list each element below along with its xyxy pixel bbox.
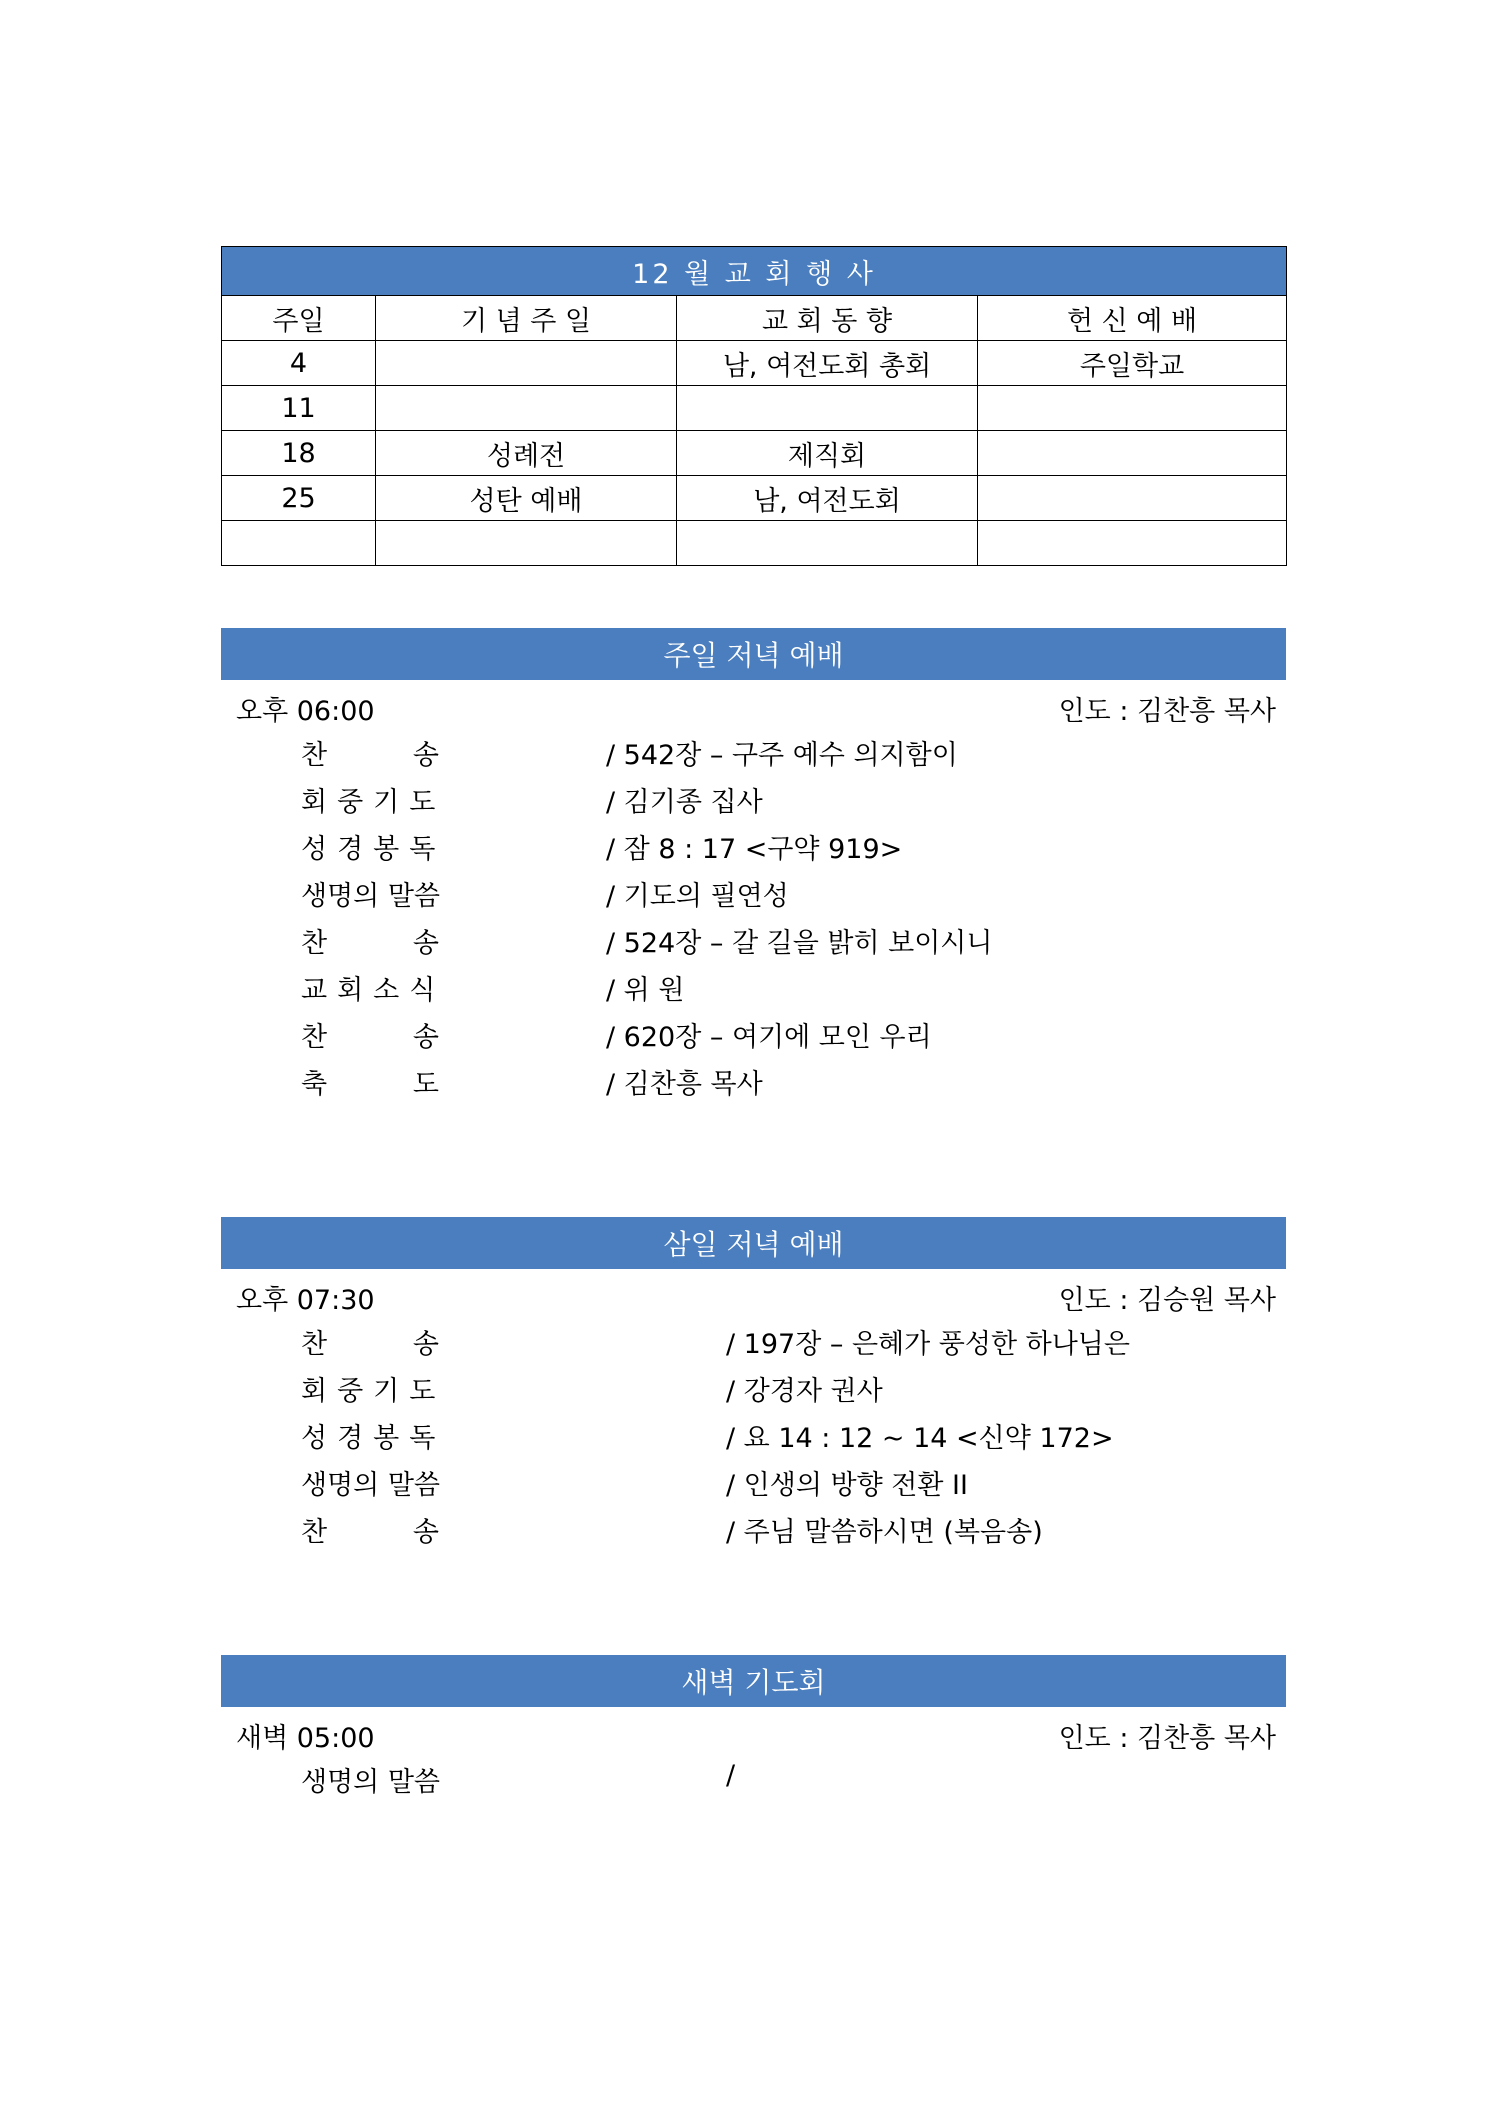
- table-row: [222, 476, 1287, 521]
- table-row: [222, 521, 1287, 566]
- wednesday-evening-section: [221, 1217, 1286, 1554]
- cell-dedication: [978, 386, 1287, 431]
- cell-week: 4: [222, 341, 376, 386]
- item-value: / 기도의 필연성: [606, 881, 789, 912]
- table-row: [222, 341, 1287, 386]
- list-item: [221, 1507, 1286, 1554]
- item-value: /: [726, 1760, 736, 1791]
- item-label: 찬 송: [301, 928, 439, 959]
- list-item: [221, 1366, 1286, 1413]
- item-label: 회중기도: [301, 787, 446, 818]
- cell-dedication: [978, 521, 1287, 566]
- cell-week: 25: [222, 476, 376, 521]
- item-label: 찬 송: [301, 1022, 439, 1053]
- list-item: [221, 1413, 1286, 1460]
- list-item: [221, 1319, 1286, 1366]
- item-label: 찬 송: [301, 740, 439, 771]
- header-week: 주일: [222, 296, 376, 341]
- sunday-evening-section: [221, 628, 1286, 1106]
- section-info: [221, 1269, 1286, 1319]
- events-header-row: [222, 296, 1287, 341]
- list-item: [221, 918, 1286, 965]
- cell-memorial: [376, 521, 677, 566]
- service-leader: 인도 : 김승원 목사: [1058, 1285, 1276, 1316]
- list-item: [221, 871, 1286, 918]
- cell-dedication: [978, 431, 1287, 476]
- list-item: [221, 1757, 1286, 1804]
- section-info: [221, 1707, 1286, 1757]
- cell-church-news: [677, 521, 978, 566]
- item-value: / 주님 말씀하시면 (복음송): [726, 1517, 1043, 1548]
- item-value: / 강경자 권사: [726, 1376, 883, 1407]
- service-time: 오후 06:00: [236, 696, 375, 727]
- item-value: / 인생의 방향 전환 II: [726, 1470, 968, 1501]
- item-value: / 197장 – 은혜가 풍성한 하나님은: [726, 1329, 1130, 1360]
- service-leader: 인도 : 김찬흥 목사: [1058, 1723, 1276, 1754]
- item-label: 축 도: [301, 1069, 439, 1100]
- item-value: / 542장 – 구주 예수 의지함이: [606, 740, 958, 771]
- list-item: [221, 1460, 1286, 1507]
- cell-church-news: [677, 386, 978, 431]
- events-title-row: [222, 247, 1287, 296]
- list-item: [221, 965, 1286, 1012]
- list-item: [221, 824, 1286, 871]
- item-label: 생명의 말씀: [301, 881, 440, 912]
- dawn-prayer-section: [221, 1655, 1286, 1804]
- service-leader: 인도 : 김찬흥 목사: [1058, 696, 1276, 727]
- item-label: 성경봉독: [301, 834, 446, 865]
- cell-memorial: 성탄 예배: [376, 476, 677, 521]
- item-label: 생명의 말씀: [301, 1767, 440, 1798]
- cell-memorial: [376, 341, 677, 386]
- list-item: [221, 1012, 1286, 1059]
- item-label: 교회소식: [301, 975, 446, 1006]
- service-time: 새벽 05:00: [236, 1723, 375, 1754]
- service-time: 오후 07:30: [236, 1285, 375, 1316]
- item-label: 생명의 말씀: [301, 1470, 440, 1501]
- list-item: [221, 1059, 1286, 1106]
- table-row: [222, 431, 1287, 476]
- item-value: / 524장 – 갈 길을 밝히 보이시니: [606, 928, 993, 959]
- cell-memorial: 성례전: [376, 431, 677, 476]
- cell-week: [222, 521, 376, 566]
- item-label: 찬 송: [301, 1517, 439, 1548]
- section-banner: 새벽 기도회: [221, 1655, 1286, 1707]
- header-church-news: 교 회 동 향: [677, 296, 978, 341]
- events-table: [221, 246, 1287, 566]
- cell-dedication: [978, 476, 1287, 521]
- cell-dedication: 주일학교: [978, 341, 1287, 386]
- item-value: / 잠 8 : 17 <구약 919>: [606, 834, 903, 865]
- header-dedication: 헌 신 예 배: [978, 296, 1287, 341]
- list-item: [221, 730, 1286, 777]
- cell-week: 11: [222, 386, 376, 431]
- section-banner: 주일 저녁 예배: [221, 628, 1286, 680]
- cell-week: 18: [222, 431, 376, 476]
- item-label: 성경봉독: [301, 1423, 446, 1454]
- item-label: 회중기도: [301, 1376, 446, 1407]
- header-memorial: 기 념 주 일: [376, 296, 677, 341]
- cell-church-news: 제직회: [677, 431, 978, 476]
- item-value: / 김찬흥 목사: [606, 1069, 763, 1100]
- list-item: [221, 777, 1286, 824]
- table-row: [222, 386, 1287, 431]
- events-title: 12 월 교 회 행 사: [222, 247, 1287, 296]
- section-info: [221, 680, 1286, 730]
- cell-church-news: 남, 여전도회: [677, 476, 978, 521]
- item-value: / 위 원: [606, 975, 685, 1006]
- section-banner: 삼일 저녁 예배: [221, 1217, 1286, 1269]
- cell-memorial: [376, 386, 677, 431]
- item-value: / 김기종 집사: [606, 787, 763, 818]
- item-label: 찬 송: [301, 1329, 439, 1360]
- cell-church-news: 남, 여전도회 총회: [677, 341, 978, 386]
- item-value: / 620장 – 여기에 모인 우리: [606, 1022, 932, 1053]
- item-value: / 요 14 : 12 ~ 14 <신약 172>: [726, 1423, 1114, 1454]
